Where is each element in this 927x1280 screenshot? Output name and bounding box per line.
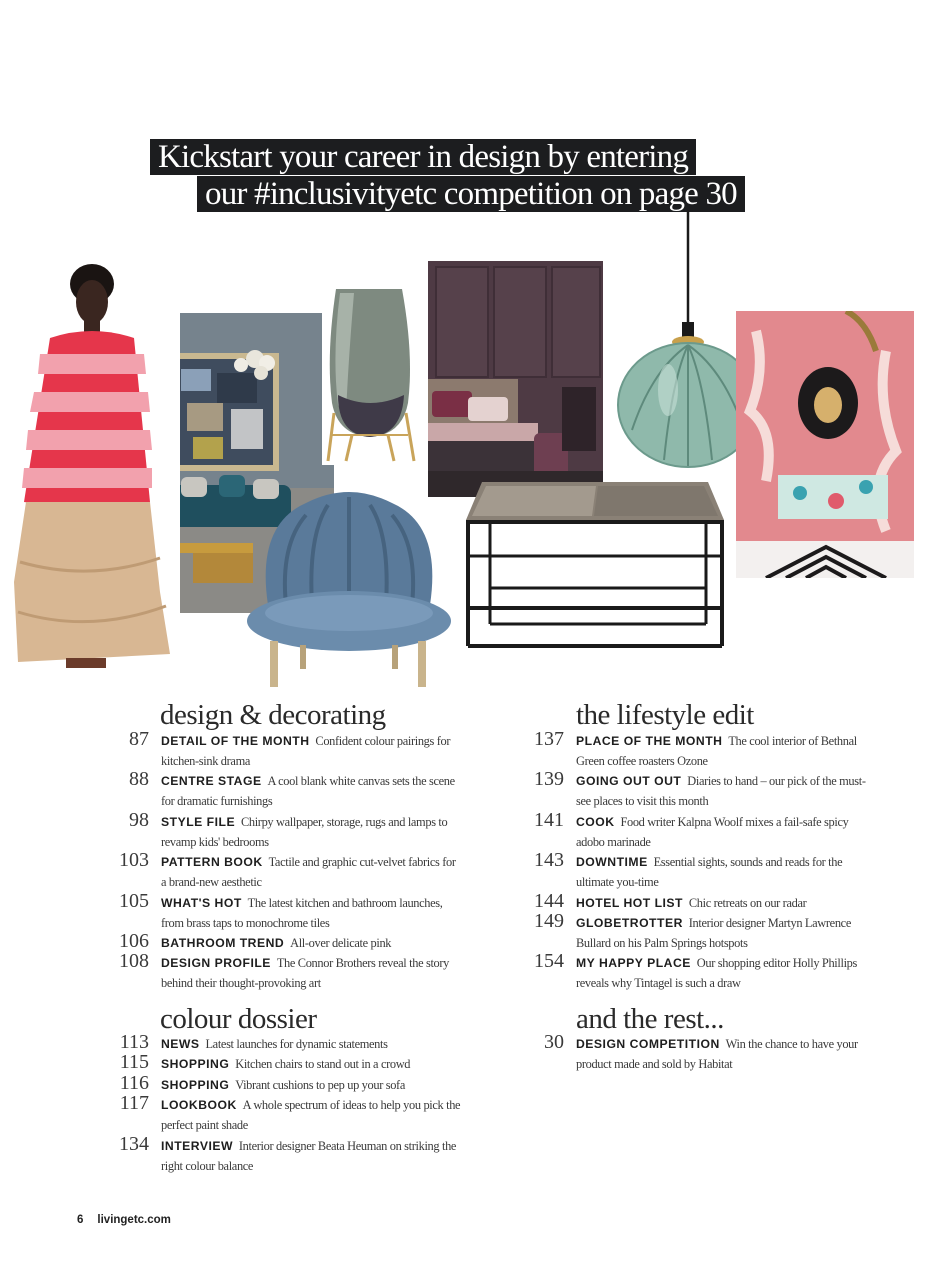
page-number: 88 bbox=[129, 768, 149, 790]
section-title-rest: and the rest... bbox=[576, 1003, 724, 1035]
entry-keyword: GLOBETROTTER bbox=[576, 916, 687, 930]
page-number: 144 bbox=[534, 890, 564, 912]
flamingo-bathroom-photo bbox=[736, 311, 914, 578]
entry-description: Essential sights, sounds and reads for the ultimate you-time bbox=[576, 855, 843, 890]
entry-keyword: SHOPPING bbox=[161, 1078, 234, 1092]
entry-description: Interior designer Beata Heuman on striking the right colour balance bbox=[161, 1139, 457, 1174]
entry-description: A cool blank white canvas sets the scene for dramatic furnishings bbox=[161, 774, 455, 809]
site-url[interactable]: livingetc.com bbox=[97, 1214, 171, 1226]
entry-description: Tactile and graphic cut-velvet fabrics for a brand-new aesthetic bbox=[161, 855, 456, 890]
page-footer bbox=[77, 1214, 185, 1226]
entry-keyword: LOOKBOOK bbox=[161, 1098, 241, 1112]
contents-entry[interactable] bbox=[534, 849, 876, 893]
coffee-table-photo bbox=[460, 478, 728, 650]
contents-entry[interactable] bbox=[119, 849, 461, 893]
contents-entry[interactable] bbox=[129, 768, 461, 812]
contents-entry[interactable] bbox=[534, 768, 876, 812]
entry-description: Win the chance to have your product made and sold by Habitat bbox=[576, 1037, 858, 1072]
page-number: 139 bbox=[534, 768, 564, 790]
folio-number: 6 bbox=[77, 1214, 84, 1226]
entry-description: Confident colour pairings for kitchen-sink drama bbox=[161, 734, 451, 769]
page-number: 116 bbox=[119, 1072, 149, 1094]
page-number: 115 bbox=[119, 1051, 149, 1073]
contents-entry[interactable] bbox=[534, 950, 876, 994]
entry-description: Vibrant cushions to pep up your sofa bbox=[235, 1078, 405, 1092]
contents-entry[interactable] bbox=[119, 930, 461, 953]
entry-description: Latest launches for dynamic statements bbox=[205, 1037, 388, 1051]
page-number: 141 bbox=[534, 809, 564, 831]
entry-keyword: COOK bbox=[576, 815, 619, 829]
page-number: 149 bbox=[534, 910, 564, 932]
page-number: 108 bbox=[119, 950, 149, 972]
model-photo bbox=[10, 262, 180, 674]
entry-keyword: DESIGN COMPETITION bbox=[576, 1037, 724, 1051]
entry-description: Food writer Kalpna Woolf mixes a fail-safe spicy adobo marinade bbox=[576, 815, 849, 850]
section-title-design: design & decorating bbox=[160, 699, 386, 731]
entry-description: The cool interior of Bethnal Green coffee roasters Ozone bbox=[576, 734, 857, 769]
contents-entry[interactable] bbox=[534, 910, 876, 954]
contents-entry[interactable] bbox=[129, 809, 461, 853]
contents-entry[interactable] bbox=[119, 950, 461, 994]
page-number: 154 bbox=[534, 950, 564, 972]
entry-keyword: DETAIL OF THE MONTH bbox=[161, 734, 314, 748]
entry-description: Interior designer Martyn Lawrence Bullard on his Palm Springs hotspots bbox=[576, 916, 851, 951]
entry-keyword: NEWS bbox=[161, 1037, 204, 1051]
entry-description: Diaries to hand – our pick of the must-see places to visit this month bbox=[576, 774, 866, 809]
entry-description: Chirpy wallpaper, storage, rugs and lamps to revamp kids' bedrooms bbox=[161, 815, 448, 850]
section-title-colour: colour dossier bbox=[160, 1003, 317, 1035]
contents-entry[interactable] bbox=[119, 1133, 461, 1177]
entry-description: The Connor Brothers reveal the story behind their thought-provoking art bbox=[161, 956, 450, 991]
contents-entry[interactable] bbox=[544, 1031, 876, 1075]
entry-keyword: PATTERN BOOK bbox=[161, 855, 267, 869]
contents-entry[interactable] bbox=[534, 890, 876, 913]
entry-keyword: WHAT'S HOT bbox=[161, 896, 246, 910]
entry-description: All-over delicate pink bbox=[290, 936, 392, 950]
contents-entry[interactable] bbox=[129, 728, 461, 772]
entry-keyword: GOING OUT OUT bbox=[576, 774, 686, 788]
entry-description: Kitchen chairs to stand out in a crowd bbox=[235, 1057, 411, 1071]
page-number: 134 bbox=[119, 1133, 149, 1155]
entry-keyword: DESIGN PROFILE bbox=[161, 956, 275, 970]
page-number: 106 bbox=[119, 930, 149, 952]
contents-entry[interactable] bbox=[119, 1072, 461, 1095]
section-title-lifestyle: the lifestyle edit bbox=[576, 699, 754, 731]
entry-description: Our shopping editor Holly Phillips reveals why Tintagel is such a draw bbox=[576, 956, 857, 991]
entry-keyword: INTERVIEW bbox=[161, 1139, 237, 1153]
page-number: 113 bbox=[119, 1031, 149, 1053]
contents-entry[interactable] bbox=[119, 1092, 461, 1136]
bedroom-photo bbox=[428, 261, 603, 497]
page-number: 98 bbox=[129, 809, 149, 831]
contents-entry[interactable] bbox=[119, 890, 461, 934]
contents-entry[interactable] bbox=[534, 728, 876, 772]
entry-keyword: CENTRE STAGE bbox=[161, 774, 266, 788]
armchair-photo bbox=[246, 485, 452, 691]
entry-keyword: DOWNTIME bbox=[576, 855, 652, 869]
page-number: 105 bbox=[119, 890, 149, 912]
page-number: 87 bbox=[129, 728, 149, 750]
entry-keyword: BATHROOM TREND bbox=[161, 936, 289, 950]
entry-description: Chic retreats on our radar bbox=[688, 896, 807, 910]
headline-line-2: our #inclusivityetc competition on page 30 bbox=[197, 176, 745, 212]
page-number: 137 bbox=[534, 728, 564, 750]
page-number: 103 bbox=[119, 849, 149, 871]
entry-description: The latest kitchen and bathroom launches, from brass taps to monochrome tiles bbox=[161, 896, 443, 931]
page-number: 117 bbox=[119, 1092, 149, 1114]
contents-entry[interactable] bbox=[119, 1051, 461, 1074]
entry-keyword: HOTEL HOT LIST bbox=[576, 896, 687, 910]
entry-description: A whole spectrum of ideas to help you pick the perfect paint shade bbox=[161, 1098, 461, 1133]
headline-line-1: Kickstart your career in design by entering bbox=[150, 139, 696, 175]
entry-keyword: MY HAPPY PLACE bbox=[576, 956, 695, 970]
page-number: 143 bbox=[534, 849, 564, 871]
entry-keyword: STYLE FILE bbox=[161, 815, 239, 829]
page-number: 30 bbox=[544, 1031, 564, 1053]
entry-keyword: SHOPPING bbox=[161, 1057, 234, 1071]
entry-keyword: PLACE OF THE MONTH bbox=[576, 734, 727, 748]
contents-entry[interactable] bbox=[119, 1031, 461, 1054]
contents-entry[interactable] bbox=[534, 809, 876, 853]
vase-photo bbox=[322, 285, 418, 465]
